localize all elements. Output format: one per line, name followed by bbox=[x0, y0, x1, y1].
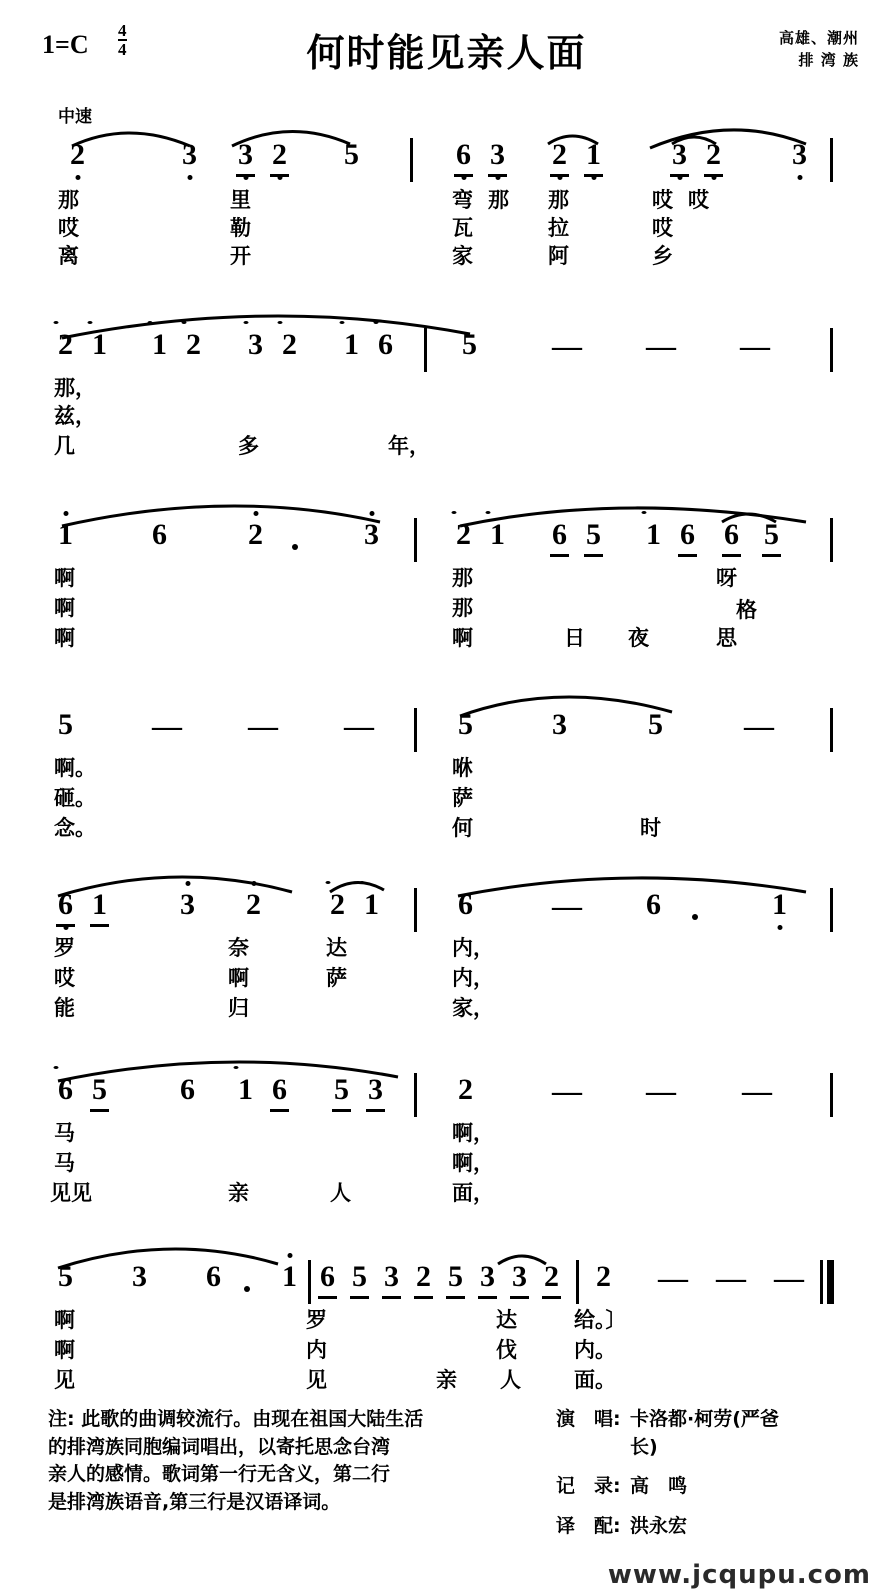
note: 2 bbox=[248, 518, 263, 551]
note: 1 bbox=[490, 518, 505, 551]
key-signature: 1=C bbox=[42, 30, 89, 59]
note: 6 bbox=[378, 328, 393, 361]
lyric: 夜 bbox=[628, 626, 649, 650]
footnote-line-1: 此歌的曲调较流行。由现在祖国大陆生活 bbox=[81, 1408, 424, 1430]
lyric: 伐 bbox=[496, 1338, 517, 1362]
credit-role: 记 录: bbox=[556, 1475, 621, 1498]
lyric: 亲 bbox=[436, 1368, 457, 1392]
note: 6 bbox=[680, 518, 695, 551]
lyric: 阿 bbox=[548, 244, 569, 268]
barline bbox=[830, 138, 833, 182]
note: 6 bbox=[180, 1073, 195, 1106]
final-barline bbox=[820, 1260, 836, 1304]
note: 5 bbox=[648, 708, 663, 741]
music-system-6 bbox=[0, 1075, 893, 1215]
lyric: 勒 bbox=[230, 216, 251, 240]
note: 5 bbox=[92, 1073, 107, 1106]
note: 6 bbox=[646, 888, 661, 921]
note: 3 bbox=[238, 138, 253, 171]
lyric: 那 bbox=[452, 566, 473, 590]
note: 5 bbox=[334, 1073, 349, 1106]
note: 3 bbox=[512, 1260, 527, 1293]
lyric: 那， bbox=[54, 376, 96, 400]
lyric: 面。 bbox=[574, 1368, 616, 1392]
note: 6 bbox=[456, 138, 471, 171]
augmentation-dot bbox=[292, 544, 298, 550]
lyric: 哎 bbox=[58, 216, 79, 240]
barline bbox=[414, 1073, 417, 1117]
note: 6 bbox=[272, 1073, 287, 1106]
sustain-dash: — bbox=[552, 1075, 582, 1108]
barline bbox=[830, 708, 833, 752]
lyric: 亲 bbox=[228, 1181, 249, 1205]
lyric: 弯 bbox=[452, 188, 473, 212]
note: 1 bbox=[364, 888, 379, 921]
note: 2 bbox=[330, 888, 345, 921]
lyric: 马 bbox=[54, 1151, 75, 1175]
lyric: 哎 bbox=[54, 966, 75, 990]
note-row-4 bbox=[0, 710, 893, 754]
lyric: 啊。 bbox=[54, 756, 96, 780]
note: 3 bbox=[180, 888, 195, 921]
augmentation-dot bbox=[692, 914, 698, 920]
note: 2 bbox=[456, 518, 471, 551]
lyric: 拉 bbox=[548, 216, 569, 240]
lyric: 离 bbox=[58, 244, 79, 268]
note: 5 bbox=[344, 138, 359, 171]
note: 1 bbox=[58, 518, 73, 551]
sustain-dash: — bbox=[716, 1262, 746, 1295]
lyric: 乡 bbox=[652, 244, 673, 268]
source-attribution bbox=[779, 28, 859, 72]
lyric: 罗 bbox=[54, 936, 75, 960]
note: 6 bbox=[206, 1260, 221, 1293]
note: 1 bbox=[152, 328, 167, 361]
lyric: 日 bbox=[564, 626, 585, 650]
lyric: 萨 bbox=[326, 966, 347, 990]
barline bbox=[576, 1260, 579, 1304]
sustain-dash: — bbox=[744, 710, 774, 743]
lyric: 时 bbox=[640, 816, 661, 840]
augmentation-dot bbox=[244, 1286, 250, 1292]
note: 5 bbox=[58, 708, 73, 741]
lyric: 啊 bbox=[54, 1308, 75, 1332]
footnote-line-3: 亲人的感情。歌词第一行无含义，第二行 bbox=[48, 1463, 391, 1486]
lyric: 内 bbox=[306, 1338, 327, 1362]
sustain-dash: — bbox=[248, 710, 278, 743]
credit-name: 高 鸣 bbox=[630, 1475, 688, 1498]
note: 2 bbox=[596, 1260, 611, 1293]
note: 1 bbox=[344, 328, 359, 361]
note: 3 bbox=[552, 708, 567, 741]
lyric: 见 bbox=[54, 1368, 75, 1392]
lyric: 面， bbox=[452, 1181, 494, 1205]
lyric: 给。〕 bbox=[574, 1308, 627, 1332]
note: 1 bbox=[238, 1073, 253, 1106]
note: 5 bbox=[462, 328, 477, 361]
note: 2 bbox=[416, 1260, 431, 1293]
note-row-7 bbox=[0, 1262, 893, 1306]
barline bbox=[410, 138, 413, 182]
lyric: 啊 bbox=[54, 596, 75, 620]
note: 1 bbox=[92, 888, 107, 921]
barline bbox=[830, 518, 833, 562]
lyric: 砸。 bbox=[54, 786, 96, 810]
footnote-line-2: 的排湾族同胞编词唱出，以寄托思念台湾 bbox=[48, 1435, 391, 1458]
lyric: 内。 bbox=[574, 1338, 616, 1362]
lyric: 多 bbox=[238, 434, 259, 458]
note: 1 bbox=[772, 888, 787, 921]
lyric: 啊， bbox=[452, 1151, 494, 1175]
note: 6 bbox=[724, 518, 739, 551]
credit-name: 洪永宏 bbox=[630, 1514, 688, 1537]
music-system-3 bbox=[0, 520, 893, 670]
lyric: 啊 bbox=[452, 626, 473, 650]
sustain-dash: — bbox=[742, 1075, 772, 1108]
footnote-label: 注: bbox=[48, 1408, 75, 1430]
lyric: 能 bbox=[54, 996, 75, 1020]
lyric: 念。 bbox=[54, 816, 96, 840]
lyric: 罗 bbox=[306, 1308, 327, 1332]
lyric: 那 bbox=[488, 188, 509, 212]
lyric: 啊 bbox=[54, 1338, 75, 1362]
lyric: 咻 bbox=[452, 756, 473, 780]
lyric: 家， bbox=[452, 996, 494, 1020]
music-system-2 bbox=[0, 330, 893, 460]
credit-role: 译 配: bbox=[556, 1514, 621, 1537]
note-row-3 bbox=[0, 520, 893, 564]
lyric: 那 bbox=[452, 596, 473, 620]
time-signature-denominator: 4 bbox=[118, 40, 127, 59]
note: 2 bbox=[246, 888, 261, 921]
lyric: 达 bbox=[326, 936, 347, 960]
sustain-dash: — bbox=[552, 330, 582, 363]
lyric: 归 bbox=[228, 996, 249, 1020]
note: 2 bbox=[186, 328, 201, 361]
lyric: 呀 bbox=[716, 566, 737, 590]
note: 6 bbox=[552, 518, 567, 551]
music-system-7 bbox=[0, 1262, 893, 1402]
lyric: 里 bbox=[230, 188, 251, 212]
barline bbox=[414, 518, 417, 562]
lyric: 哎 bbox=[688, 188, 709, 212]
sustain-dash: — bbox=[740, 330, 770, 363]
note: 2 bbox=[552, 138, 567, 171]
lyric: 啊 bbox=[54, 566, 75, 590]
sustain-dash: — bbox=[646, 330, 676, 363]
lyric: 人 bbox=[500, 1368, 521, 1392]
lyric: 那 bbox=[548, 188, 569, 212]
credit-arranger bbox=[556, 1513, 876, 1541]
note: 2 bbox=[272, 138, 287, 171]
sustain-dash: — bbox=[344, 710, 374, 743]
footnote-block bbox=[48, 1406, 528, 1516]
note: 3 bbox=[182, 138, 197, 171]
note: 2 bbox=[544, 1260, 559, 1293]
lyric: 格 bbox=[736, 598, 757, 622]
lyric: 年， bbox=[388, 434, 430, 458]
lyric: 家 bbox=[452, 244, 473, 268]
watermark: www.jcqupu.com bbox=[607, 1560, 871, 1590]
barline bbox=[308, 1260, 311, 1304]
note: 1 bbox=[282, 1260, 297, 1293]
lyric: 内， bbox=[452, 936, 494, 960]
time-signature-numerator: 4 bbox=[118, 21, 127, 40]
sustain-dash: — bbox=[646, 1075, 676, 1108]
note: 3 bbox=[384, 1260, 399, 1293]
lyric: 达 bbox=[496, 1308, 517, 1332]
tempo-marking: 中速 bbox=[58, 107, 92, 127]
page-title: 何时能见亲人面 bbox=[306, 31, 587, 75]
note: 2 bbox=[458, 1073, 473, 1106]
lyric: 萨 bbox=[452, 786, 473, 810]
note: 5 bbox=[448, 1260, 463, 1293]
lyric: 人 bbox=[330, 1181, 351, 1205]
sustain-dash: — bbox=[152, 710, 182, 743]
note: 2 bbox=[706, 138, 721, 171]
note: 3 bbox=[248, 328, 263, 361]
lyric: 那 bbox=[58, 188, 79, 212]
note: 2 bbox=[282, 328, 297, 361]
lyric: 思 bbox=[716, 626, 737, 650]
barline bbox=[424, 328, 427, 372]
note: 1 bbox=[92, 328, 107, 361]
note: 6 bbox=[58, 888, 73, 921]
music-system-4 bbox=[0, 710, 893, 850]
note: 2 bbox=[58, 328, 73, 361]
credit-role: 演 唱: bbox=[556, 1408, 621, 1430]
music-system-5 bbox=[0, 890, 893, 1030]
note: 3 bbox=[490, 138, 505, 171]
lyric: 哎 bbox=[652, 188, 673, 212]
credit-recorder bbox=[556, 1473, 876, 1501]
sustain-dash: — bbox=[774, 1262, 804, 1295]
barline bbox=[830, 328, 833, 372]
note: 5 bbox=[58, 1260, 73, 1293]
lyric: 何 bbox=[452, 816, 473, 840]
lyric: 奈 bbox=[228, 936, 249, 960]
credit-name: 卡洛都·柯劳(严爸 bbox=[630, 1408, 779, 1430]
lyric: 马 bbox=[54, 1121, 75, 1145]
lyric: 内， bbox=[452, 966, 494, 990]
lyric: 见见 bbox=[50, 1181, 92, 1205]
lyric: 啊 bbox=[54, 626, 75, 650]
music-system-1 bbox=[0, 140, 893, 290]
note: 5 bbox=[586, 518, 601, 551]
source-line-1: 高雄、潮州 bbox=[778, 29, 859, 47]
barline bbox=[830, 1073, 833, 1117]
sustain-dash: — bbox=[552, 890, 582, 923]
lyric: 几 bbox=[54, 434, 75, 458]
sustain-dash: — bbox=[658, 1262, 688, 1295]
note: 6 bbox=[58, 1073, 73, 1106]
credit-singer bbox=[556, 1406, 876, 1461]
lyric: 开 bbox=[230, 244, 251, 268]
note: 3 bbox=[364, 518, 379, 551]
note: 6 bbox=[458, 888, 473, 921]
note-row-1 bbox=[0, 140, 893, 184]
note: 3 bbox=[132, 1260, 147, 1293]
lyric: 瓦 bbox=[452, 216, 473, 240]
barline bbox=[830, 888, 833, 932]
note: 6 bbox=[320, 1260, 335, 1293]
note: 3 bbox=[672, 138, 687, 171]
note: 5 bbox=[352, 1260, 367, 1293]
footnote-line-4: 是排湾族语音,第三行是汉语译词。 bbox=[48, 1490, 341, 1513]
note: 5 bbox=[764, 518, 779, 551]
note-row-5 bbox=[0, 890, 893, 934]
note: 3 bbox=[480, 1260, 495, 1293]
credits-block bbox=[556, 1406, 876, 1552]
note-row-2 bbox=[0, 330, 893, 374]
note: 1 bbox=[646, 518, 661, 551]
lyric: 啊， bbox=[452, 1121, 494, 1145]
credit-name-cont: 长) bbox=[630, 1435, 658, 1458]
lyric: 见 bbox=[306, 1368, 327, 1392]
note-row-6 bbox=[0, 1075, 893, 1119]
barline bbox=[414, 708, 417, 752]
note: 3 bbox=[792, 138, 807, 171]
note: 6 bbox=[152, 518, 167, 551]
lyric: 兹， bbox=[54, 404, 96, 428]
barline bbox=[414, 888, 417, 932]
note: 2 bbox=[70, 138, 85, 171]
source-line-2: 排 湾 族 bbox=[798, 50, 859, 69]
lyric: 哎 bbox=[652, 216, 673, 240]
note: 5 bbox=[458, 708, 473, 741]
lyric: 啊 bbox=[228, 966, 249, 990]
note: 3 bbox=[368, 1073, 383, 1106]
note: 1 bbox=[586, 138, 601, 171]
